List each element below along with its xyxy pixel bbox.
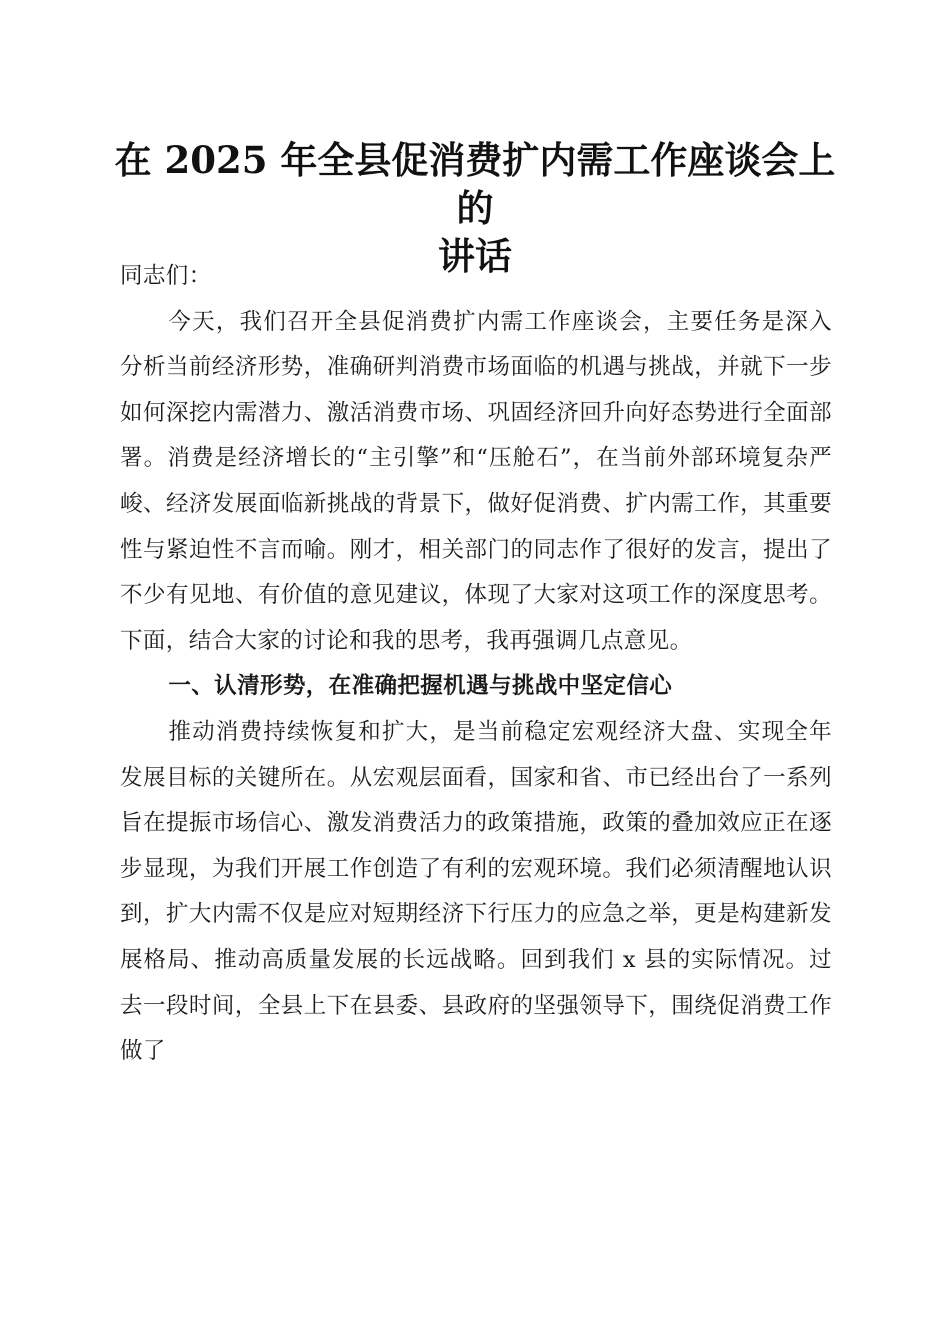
section-heading-1: 一、认清形势，在准确把握机遇与挑战中坚定信心 xyxy=(168,673,673,700)
title-line-2: 讲话 xyxy=(438,234,512,278)
paragraph-section-1: 推动消费持续恢复和扩大，是当前稳定宏观经济大盘、实现全年发展目标的关键所在。从宏观层面看，国家和省、市已经出台了一系列旨在提振市场信心、激发消费活力的政策措施，政策的叠加效应正在逐步显现，为我们开展工作创造了有利的宏观环境。我们必须清醒地认识到，扩大内需不仅是应对短期经济下行压力的应急之举，更是构建新发展格局、推动高质量发展的长远战略。回到我们 x 县的实际情况。过去一段时间，全县上下在县委、县政府的坚强领导下，围绕促消费工作做了 xyxy=(120,718,832,1065)
salutation: 同志们： xyxy=(120,263,212,289)
title-line-1: 在 2025 年全县促消费扩内需工作座谈会上的 xyxy=(114,138,836,230)
paragraph-intro: 今天，我们召开全县促消费扩内需工作座谈会，主要任务是深入分析当前经济形势，准确研判消费市场面临的机遇与挑战，并就下一步如何深挖内需潜力、激活消费市场、巩固经济回升向好态势进行全面部署。消费是经济增长的“主引擎”和“压舱石”，在当前外部环境复杂严峻、经济发展面临新挑战的背景下，做好促消费、扩内需工作，其重要性与紧迫性不言而喻。刚才，相关部门的同志作了很好的发言，提出了不少有见地、有价值的意见建议，体现了大家对这项工作的深度思考。下面，结合大家的讨论和我的思考，我再强调几点意见。 xyxy=(120,308,832,654)
document-body xyxy=(120,254,832,1075)
